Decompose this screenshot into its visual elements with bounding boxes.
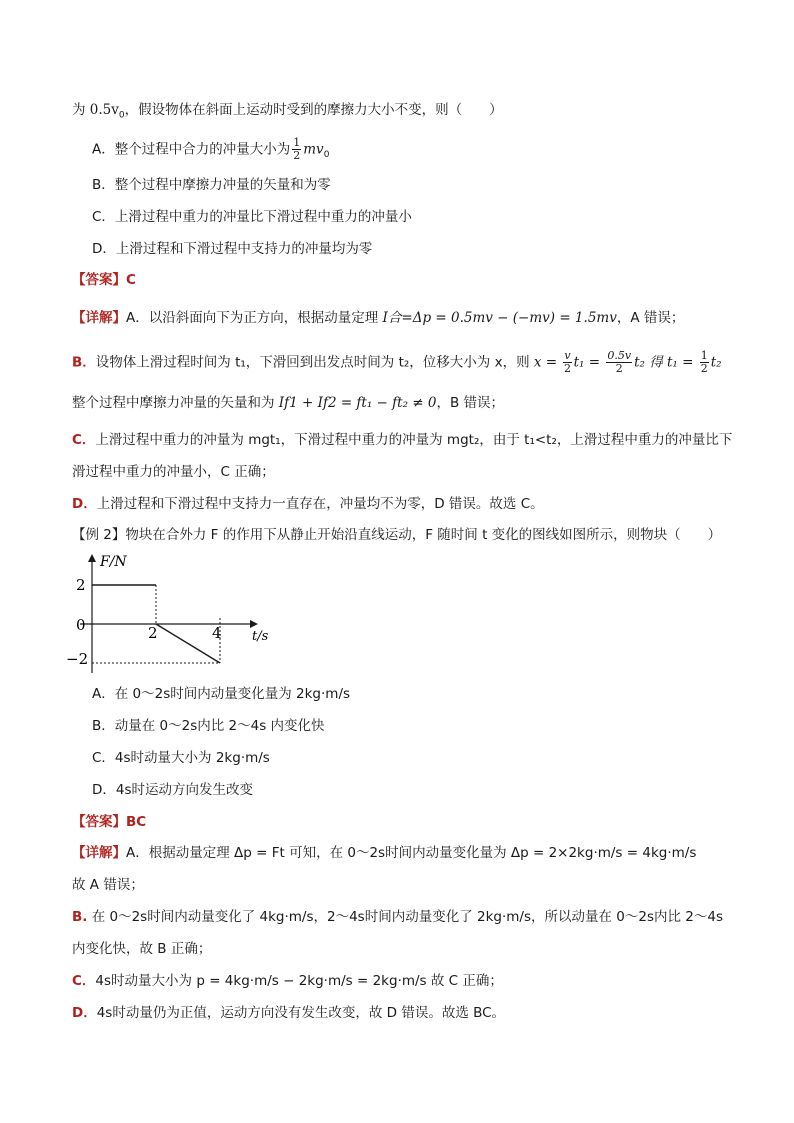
fraction-numerator: 1 [700, 349, 708, 362]
force-series-segment [156, 624, 220, 663]
answer-label: 【答案】 [72, 272, 126, 288]
q1-detail-a-text: A．以沿斜面向下为正方向，根据动量定理 [126, 310, 379, 326]
fraction-denominator: 2 [564, 362, 571, 375]
q1-option-a-math: mv [303, 141, 324, 158]
q1-detail-c1-text: 上滑过程中重力的冲量为 mgt₁，下滑过程中重力的冲量为 mgt₂，由于 t₁<t₂，上滑过程中重力的冲量比下 [95, 432, 733, 448]
force-time-chart [60, 548, 300, 678]
q2-option-d: D．4s时运动方向发生改变 [92, 782, 254, 798]
answer-label: 【答案】 [72, 814, 126, 830]
q2-option-a: A．在 0～2s时间内动量变化量为 2kg·m/s [92, 686, 351, 702]
q1-stem-rest: ，假设物体在斜面上运动时受到的摩擦力大小不变，则（ ） [124, 102, 503, 118]
q1-option-a [92, 137, 329, 165]
q1-detail-b2-text: 整个过程中摩擦力冲量的矢量和为 [72, 395, 275, 411]
q2-detail-c [72, 971, 503, 991]
q1-detail-b1-frac2 [606, 350, 632, 375]
x-tick-label-2: 2 [148, 624, 158, 642]
q1-detail-b1-frac3 [700, 350, 709, 375]
fraction-denominator: 2 [293, 149, 301, 162]
q1-option-a-fraction [292, 137, 301, 162]
detail-label: 【详解】 [72, 310, 126, 326]
q1-detail-d-text: 上滑过程和下滑过程中支持力一直存在，冲量均不为零，D 错误。故选 C。 [96, 496, 544, 512]
q2-detail-d [72, 1003, 505, 1023]
q2-option-c: C．4s时动量大小为 2kg·m/s [92, 750, 270, 766]
q2-detail-c-text: 4s时动量大小为 p = 4kg·m/s − 2kg·m/s = 2kg·m/s 故 C 正确； [95, 973, 503, 989]
q1-detail-a [72, 308, 684, 328]
fraction-denominator: 2 [700, 362, 708, 375]
fraction-numerator: 0.5v [607, 349, 632, 362]
q1-option-a-text: A．整个过程中合力的冲量大小为 [92, 141, 291, 158]
q1-detail-b1-mid2: t₂ 得 t₁ = [634, 354, 694, 371]
q1-detail-a-tail: ，A 错误； [616, 310, 685, 326]
q1-stem [72, 100, 503, 126]
x-axis-label: t/s [252, 629, 269, 644]
q1-option-a-sub: 0 [323, 150, 330, 161]
x-tick-label-4: 4 [212, 624, 222, 642]
q1-detail-c1 [72, 430, 732, 450]
fraction-numerator: 1 [293, 136, 301, 149]
detail-d-lead: D． [72, 496, 97, 512]
y-axis-label: F/N [100, 554, 127, 570]
q1-detail-b2-tail: ，B 错误； [436, 395, 505, 411]
q1-option-c: C．上滑过程中重力的冲量比下滑过程中重力的冲量小 [92, 209, 412, 225]
q1-option-b: B．整个过程中摩擦力冲量的矢量和为零 [92, 177, 331, 193]
q2-answer [72, 812, 146, 832]
q1-detail-b2-formula: If1 + If2 = ft₁ − ft₂ ≠ 0 [278, 395, 437, 411]
q2-detail-b1 [72, 907, 723, 927]
q1-detail-b1 [72, 350, 722, 375]
q1-stem-sub: 0 [118, 110, 125, 121]
q1-stem-tail: 为 0.5v [72, 102, 119, 118]
y-tick-label-0: 0 [76, 616, 86, 634]
answer-value: C [126, 272, 136, 288]
y-tick-label-2: 2 [76, 576, 86, 594]
q1-detail-c2: 滑过程中重力的冲量小，C 正确； [72, 464, 275, 480]
answer-value: BC [126, 814, 147, 830]
q1-detail-a-formula: I合=Δp = 0.5mv − (−mv) = 1.5mv [382, 310, 617, 326]
q2-detail-a [72, 843, 696, 863]
y-tick-label-neg2: −2 [66, 650, 89, 668]
q2-detail-b2: 内变化快，故 B 正确； [72, 941, 212, 957]
q1-detail-b1-mid: t₁ = [573, 354, 601, 371]
q2-stem: 【例 2】物块在合外力 F 的作用下从静止开始沿直线运动，F 随时间 t 变化的图线如图所示，则物块（ ） [72, 527, 722, 543]
q1-detail-b1-pre: x = [533, 354, 558, 371]
detail-b1-lead: B. [72, 909, 88, 925]
detail-d-lead: D． [72, 1005, 97, 1021]
q2-detail-b1-text: 在 0～2s时间内动量变化了 4kg·m/s，2～4s时间内动量变化了 2kg·m/s，所以动量在 0～2s内比 2～4s [87, 909, 724, 925]
detail-label: 【详解】 [72, 845, 126, 861]
q1-detail-d [72, 494, 544, 514]
detail-b1-lead: B． [72, 354, 96, 371]
fraction-denominator: 2 [615, 362, 623, 375]
q1-detail-b1-end: t₂ [710, 354, 722, 371]
q2-detail-a2: 故 A 错误； [72, 877, 144, 893]
q1-detail-b1-frac1 [563, 350, 571, 375]
detail-c-lead: C． [72, 973, 96, 989]
q2-detail-d-text: 4s时动量仍为正值，运动方向没有发生改变，故 D 错误。故选 BC。 [96, 1005, 506, 1021]
q2-detail-a-text: A．根据动量定理 Δp = Ft 可知，在 0～2s时间内动量变化量为 Δp = 2×2kg·m/s = 4kg·m/s [126, 845, 697, 861]
fraction-numerator: v [564, 349, 571, 362]
q1-detail-b2 [72, 393, 504, 413]
q1-option-d: D．上滑过程和下滑过程中支持力的冲量均为零 [92, 241, 373, 257]
detail-c1-lead: C． [72, 432, 96, 448]
q2-option-b: B．动量在 0～2s内比 2～4s 内变化快 [92, 718, 325, 734]
q1-detail-b1-text: 设物体上滑过程时间为 t₁，下滑回到出发点时间为 t₂，位移大小为 x，则 [95, 354, 530, 371]
q1-answer [72, 270, 136, 290]
